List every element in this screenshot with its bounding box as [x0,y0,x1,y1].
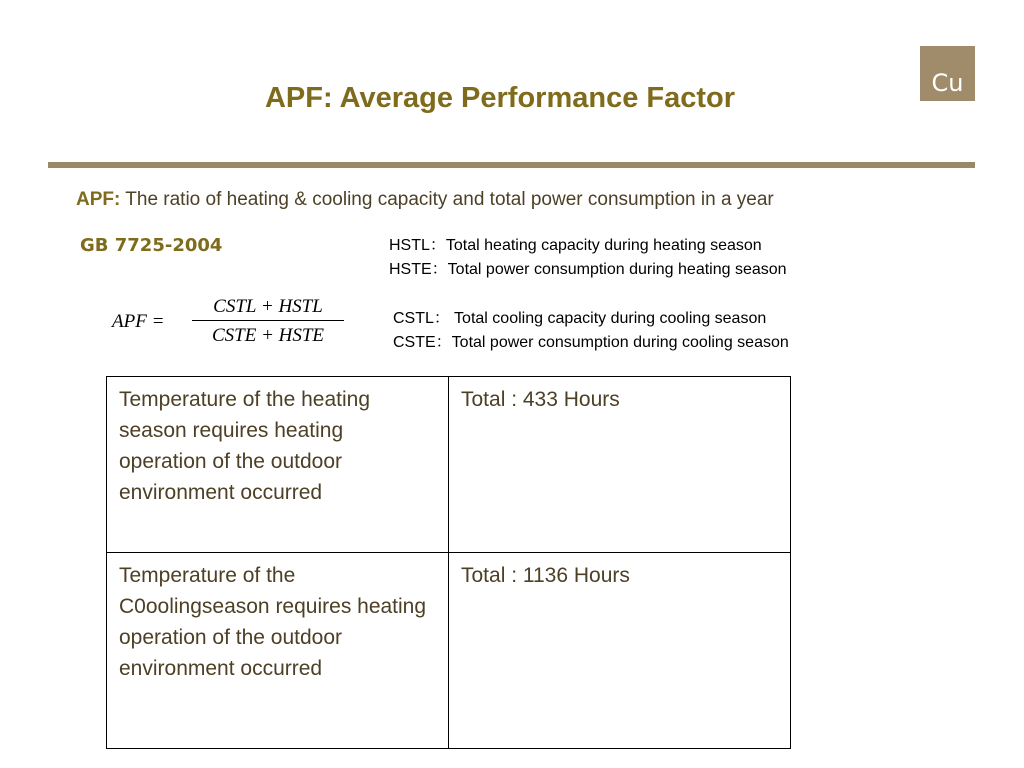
heating-hours-cell: Total : 433 Hours [449,377,791,553]
apf-formula [112,294,352,350]
cooling-condition-cell: Temperature of the C0oolingseason requires heating operation of the outdoor environment occurred [107,553,449,749]
definition [76,189,774,211]
slide-title: APF: Average Performance Factor [264,82,736,114]
definition-term: APF: [76,189,121,210]
formula-denominator: CSTE + HSTE [211,325,325,346]
formula-lhs: APF = [112,311,165,332]
legend-item-hste: HSTE：Total power consumption during heating season [389,261,787,278]
formula-fraction [190,294,346,349]
definition-text: The ratio of heating & cooling capacity and total power consumption in a year [125,189,774,210]
standard-label: GB 7725-2004 [80,235,223,256]
title-divider [48,162,975,168]
formula-numerator: CSTL + HSTL [213,296,323,317]
cooling-legend [393,307,789,355]
legend-item-cste: CSTE：Total power consumption during cooling season [393,334,789,351]
legend-item-cstl: CSTL： Total cooling capacity during cooling season [393,310,767,327]
heating-legend [389,234,787,282]
legend-item-hstl: HSTL：Total heating capacity during heating season [389,237,762,254]
cooling-hours-cell: Total : 1136 Hours [449,553,791,749]
heating-condition-cell: Temperature of the heating season requires heating operation of the outdoor environment occurred [107,377,449,553]
logo-text: Cu [931,69,964,97]
hours-table [106,376,791,749]
table-row [107,377,791,553]
logo [920,46,975,101]
table-row [107,553,791,749]
